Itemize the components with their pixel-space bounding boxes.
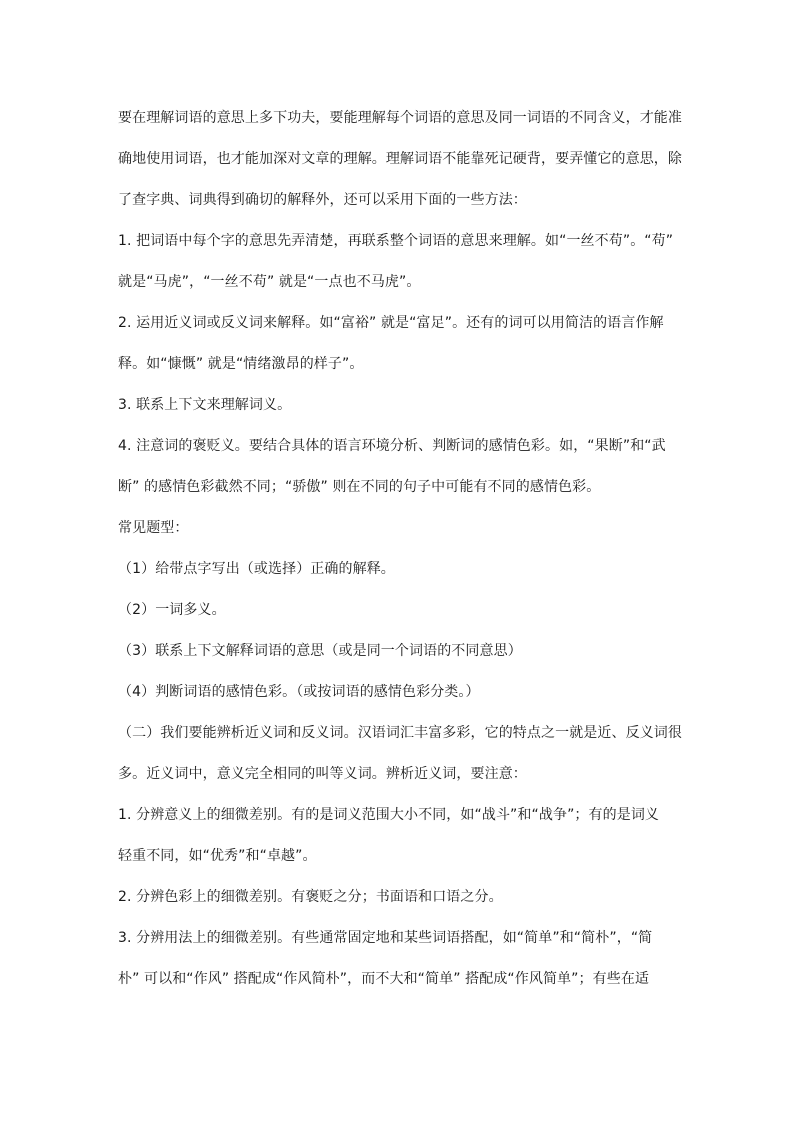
text-line: 常见题型： (118, 520, 189, 536)
text-line: 2. 分辨色彩上的细微差别。有褒贬之分；书面语和口语之分。 (118, 889, 503, 905)
text-line: 1. 把词语中每个字的意思先弄清楚，再联系整个词语的意思来理解。如“一丝不苟”。“苟” (118, 233, 674, 249)
text-line: （2）一词多义。 (118, 602, 226, 618)
text-line: 2. 运用近义词或反义词来解释。如“富裕” 就是“富足”。还有的词可以用简洁的语言作解 (118, 315, 664, 331)
text-line: （二）我们要能辨析近义词和反义词。汉语词汇丰富多彩，它的特点之一就是近、反义词很 (118, 725, 682, 741)
text-line: （1）给带点字写出（或选择）正确的解释。 (118, 561, 395, 577)
text-line: 多。近义词中，意义完全相同的叫等义词。辨析近义词，要注意： (118, 766, 527, 782)
text-line: 1. 分辨意义上的细微差别。有的是词义范围大小不同，如“战斗”和“战争”；有的是词义 (118, 807, 660, 823)
text-line: 朴” 可以和“作风” 搭配成“作风简朴”，而不大和“简单” 搭配成“作风简单”；有些在适 (118, 971, 650, 987)
text-line: 释。如“慷慨” 就是“情绪激昂的样子”。 (118, 356, 364, 372)
text-line: 3. 联系上下文来理解词义。 (118, 397, 292, 413)
text-line: 要在理解词语的意思上多下功夫，要能理解每个词语的意思及同一词语的不同含义，才能准 (118, 110, 682, 126)
text-line: 了查字典、词典得到确切的解释外，还可以采用下面的一些方法： (118, 192, 527, 208)
text-line: 3. 分辨用法上的细微差别。有些通常固定地和某些词语搭配，如“简单”和“简朴”，“简 (118, 930, 653, 946)
text-line: 断” 的感情色彩截然不同；“骄傲” 则在不同的句子中可能有不同的感情色彩。 (118, 479, 601, 495)
text-line: 4. 注意词的褒贬义。要结合具体的语言环境分析、判断词的感情色彩。如，“果断”和“武 (118, 438, 666, 454)
text-line: 就是“马虎”，“一丝不苟” 就是“一点也不马虎”。 (118, 274, 421, 290)
text-line: 确地使用词语，也才能加深对文章的理解。理解词语不能靠死记硬背，要弄懂它的意思，除 (118, 151, 682, 167)
text-line: （3）联系上下文解释词语的意思（或是同一个词语的不同意思） (118, 643, 522, 659)
text-line: 轻重不同，如“优秀”和“卓越”。 (118, 848, 317, 864)
text-line: （4）判断词语的感情色彩。（或按词语的感情色彩分类。） (118, 684, 480, 700)
